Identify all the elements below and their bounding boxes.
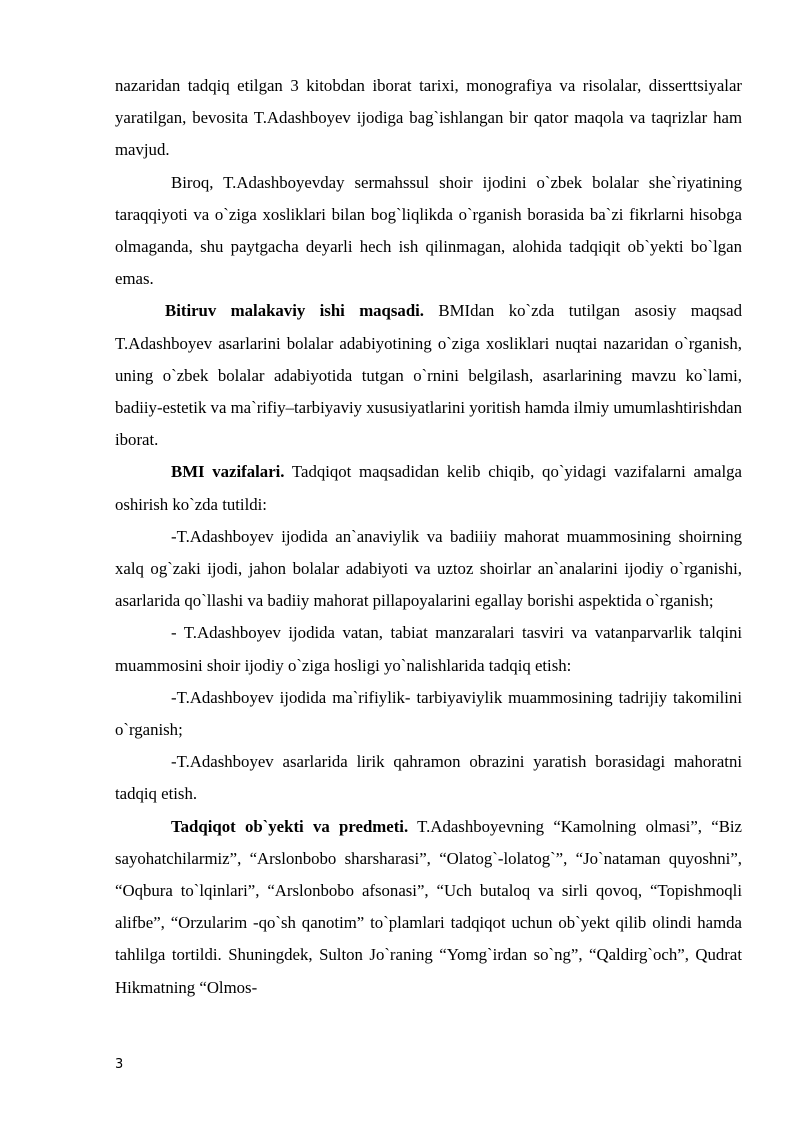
task-item-1 — [115, 521, 742, 618]
paragraph-text: T.Adashboyevning “Kamolning olmasi”, “Biz sayohatchilarmiz”, “Arslonbobo sharsharasi”, “Olatog`-lolatog`”, “Jo`nataman quyoshni”, “Oqbura to`lqinlari”, “Arslonbobo afsonasi”, “Uch butaloq va sirli qovoq, “Topishmoqli alifbe”, “Orzularim -qo`sh qanotim” to`plamlari tadqiqot uchun ob`yekt qilib olindi hamda tahlilga tortildi. Shuningdek, Sulton Jo`raning “Yomg`irdan so`ng”, “Qaldirg`och”, Qudrat Hikmatning “Olmos- — [115, 816, 742, 997]
paragraph-object — [115, 811, 742, 1004]
paragraph-text: BMIdan ko`zda tutilgan asosiy maqsad T.Adashboyev asarlarini bolalar adabiyotining o`ziga xosliklari nuqtai nazaridan o`rganish, uning o`zbek bolalar adabiyotida tutgan o`rnini belgilash, asarlarining mavzu ko`lami, badiiy-estetik va ma`rifiy–tarbiyaviy xususiyatlarini yoritish hamda ilmiy umumlashtirishdan iborat. — [115, 301, 742, 450]
paragraph-text: - T.Adashboyev ijodida vatan, tabiat manzaralari tasviri va vatanparvarlik talqini muammosini shoir ijodiy o`ziga hosligi yo`nalishlarida tadqiq etish: — [115, 623, 742, 675]
paragraph-text: nazaridan tadqiq etilgan 3 kitobdan iborat tarixi, monografiya va risolalar, disserttsiyalar yaratilgan, bevosita T.Adashboyev ijodiga bag`ishlangan bir qator maqola va taqrizlar ham mavjud. — [115, 76, 742, 160]
paragraph-however — [115, 167, 742, 296]
paragraph-text: -T.Adashboyev ijodida an`anaviylik va badiiiy mahorat muammosining shoirning xalq og`zaki ijodi, jahon bolalar adabiyoti va uztoz shoirlar an`analarini ijodiy o`rganishi, asarlarida qo`llashi va badiiy mahorat pillapoyalarini egallay borishi aspektida o`rganish; — [115, 526, 742, 611]
paragraph-text: Biroq, T.Adashboyevday sermahssul shoir ijodini o`zbek bolalar she`riyatining taraqqiyoti va o`ziga xosliklari bilan bog`liqlikda o`rganish borasida ba`zi fikrlarni hisobga olmaganda, shu paytgacha deyarli hech ish qilinmagan, alohida tadqiqit ob`yekti bo`lgan emas. — [115, 172, 742, 289]
paragraph-text: -T.Adashboyev asarlarida lirik qahramon obrazini yaratish borasidagi mahoratni tadqiq etish. — [115, 752, 742, 804]
paragraph-text: -T.Adashboyev ijodida ma`rifiylik- tarbiyaviylik muammosining tadrijiy takomilini o`rganish; — [115, 687, 742, 740]
paragraph-goal — [115, 295, 742, 456]
task-item-3 — [115, 682, 742, 746]
paragraph-heading: Tadqiqot ob`yekti va predmeti. — [171, 816, 409, 836]
paragraph-heading: BMI vazifalari. — [171, 462, 285, 482]
paragraph-tasks — [115, 456, 742, 520]
paragraph-text: Tadqiqot maqsadidan kelib chiqib, qo`yidagi vazifalarni amalga oshirish ko`zda tutildi: — [115, 462, 742, 514]
task-item-2 — [115, 617, 742, 681]
paragraph-continuation — [115, 70, 742, 167]
document-body — [115, 70, 742, 1004]
page-number: 3 — [115, 1057, 124, 1072]
task-item-4 — [115, 746, 742, 810]
paragraph-heading: Bitiruv malakaviy ishi maqsadi. — [165, 301, 425, 321]
